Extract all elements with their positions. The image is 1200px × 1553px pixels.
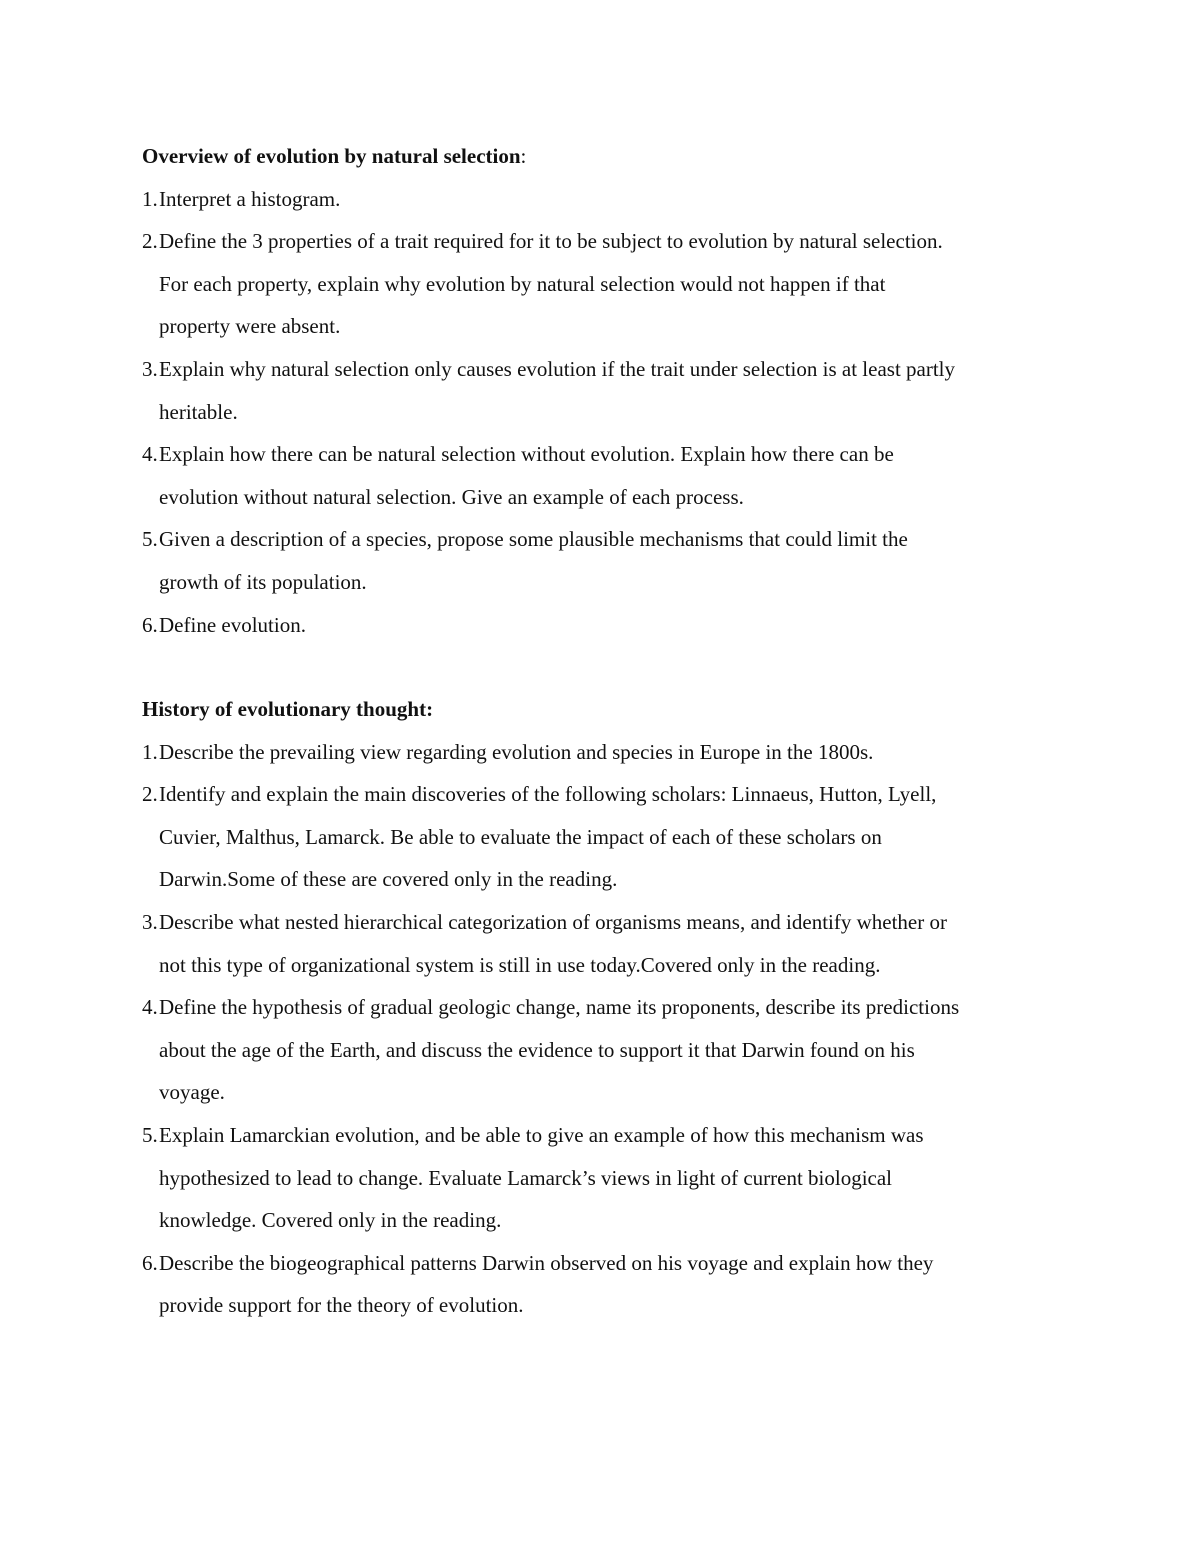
item-number: 3.: [142, 909, 158, 934]
item-number: 2.: [142, 782, 158, 807]
item-text-line: Describe the biogeographical patterns Darwin observed on his voyage and explain how they: [159, 1250, 934, 1275]
item-text: [159, 518, 1072, 603]
section-heading-colon: :: [520, 144, 527, 168]
item-text-line: heritable.: [159, 399, 238, 424]
section-heading-text: Overview of evolution by natural selection: [142, 144, 521, 168]
item-text: [159, 348, 1072, 433]
item-text-line: evolution without natural selection. Give an example of each process.: [159, 484, 744, 509]
item-text: [159, 604, 1072, 647]
item-number: 6.: [142, 612, 158, 637]
item-text-line: not this type of organizational system is still in use today.Covered only in the reading.: [159, 952, 881, 977]
list-item: [142, 731, 1072, 774]
item-number: 5.: [142, 527, 158, 552]
item-text-line: Identify and explain the main discoveries of the following scholars: Linnaeus, Hutton, Lyell,: [159, 782, 937, 807]
item-text: [159, 986, 1072, 1114]
list-item: [142, 1242, 1072, 1327]
section-heading-text: History of evolutionary thought:: [142, 697, 434, 721]
item-number: 3.: [142, 356, 158, 381]
section-heading: [142, 688, 1072, 731]
section-history: [142, 688, 1072, 1327]
item-text-line: hypothesized to lead to change. Evaluate Lamarck’s views in light of current biological: [159, 1165, 893, 1190]
item-text: [159, 773, 1072, 901]
list-item: [142, 178, 1072, 221]
list-item: [142, 518, 1072, 603]
list-item: [142, 348, 1072, 433]
section-overview: [142, 135, 1072, 646]
item-text-line: growth of its population.: [159, 569, 367, 594]
item-text: [159, 1114, 1072, 1242]
list-item: [142, 433, 1072, 518]
item-number: 6.: [142, 1250, 158, 1275]
list-item: [142, 773, 1072, 901]
item-text: [159, 433, 1072, 518]
item-text-line: property were absent.: [159, 314, 341, 339]
item-text-line: voyage.: [159, 1080, 225, 1105]
item-number: 1.: [142, 186, 158, 211]
list-item: [142, 220, 1072, 348]
item-text: [159, 1242, 1072, 1327]
item-text-line: knowledge. Covered only in the reading.: [159, 1208, 502, 1233]
item-number: 4.: [142, 442, 158, 467]
item-text-line: Define evolution.: [159, 612, 306, 637]
section-heading: [142, 135, 1072, 178]
item-number: 1.: [142, 739, 158, 764]
item-text-line: Darwin.Some of these are covered only in the reading.: [159, 867, 618, 892]
item-number: 4.: [142, 995, 158, 1020]
item-text-line: Explain why natural selection only causes evolution if the trait under selection is at least partly: [159, 356, 956, 381]
item-number: 5.: [142, 1122, 158, 1147]
item-text: [159, 178, 1072, 221]
list-item: [142, 901, 1072, 986]
item-text-line: For each property, explain why evolution by natural selection would not happen if that: [159, 271, 886, 296]
item-text-line: Describe what nested hierarchical categorization of organisms means, and identify whether or: [159, 909, 947, 934]
item-text-line: Explain Lamarckian evolution, and be able to give an example of how this mechanism was: [159, 1122, 924, 1147]
item-text-line: Define the 3 properties of a trait required for it to be subject to evolution by natural selection.: [159, 229, 943, 254]
item-number: 2.: [142, 229, 158, 254]
item-text-line: Given a description of a species, propose some plausible mechanisms that could limit the: [159, 527, 908, 552]
list-item: [142, 1114, 1072, 1242]
item-text: [159, 220, 1072, 348]
item-text-line: Explain how there can be natural selection without evolution. Explain how there can be: [159, 442, 894, 467]
item-text-line: about the age of the Earth, and discuss the evidence to support it that Darwin found on his: [159, 1037, 915, 1062]
item-text-line: Interpret a histogram.: [159, 186, 341, 211]
item-text: [159, 901, 1072, 986]
item-text-line: provide support for the theory of evolution.: [159, 1293, 524, 1318]
list-item: [142, 604, 1072, 647]
list-item: [142, 986, 1072, 1114]
item-text-line: Cuvier, Malthus, Lamarck. Be able to evaluate the impact of each of these scholars on: [159, 824, 882, 849]
item-text-line: Define the hypothesis of gradual geologic change, name its proponents, describe its predictions: [159, 995, 960, 1020]
item-text-line: Describe the prevailing view regarding evolution and species in Europe in the 1800s.: [159, 739, 874, 764]
item-text: [159, 731, 1072, 774]
